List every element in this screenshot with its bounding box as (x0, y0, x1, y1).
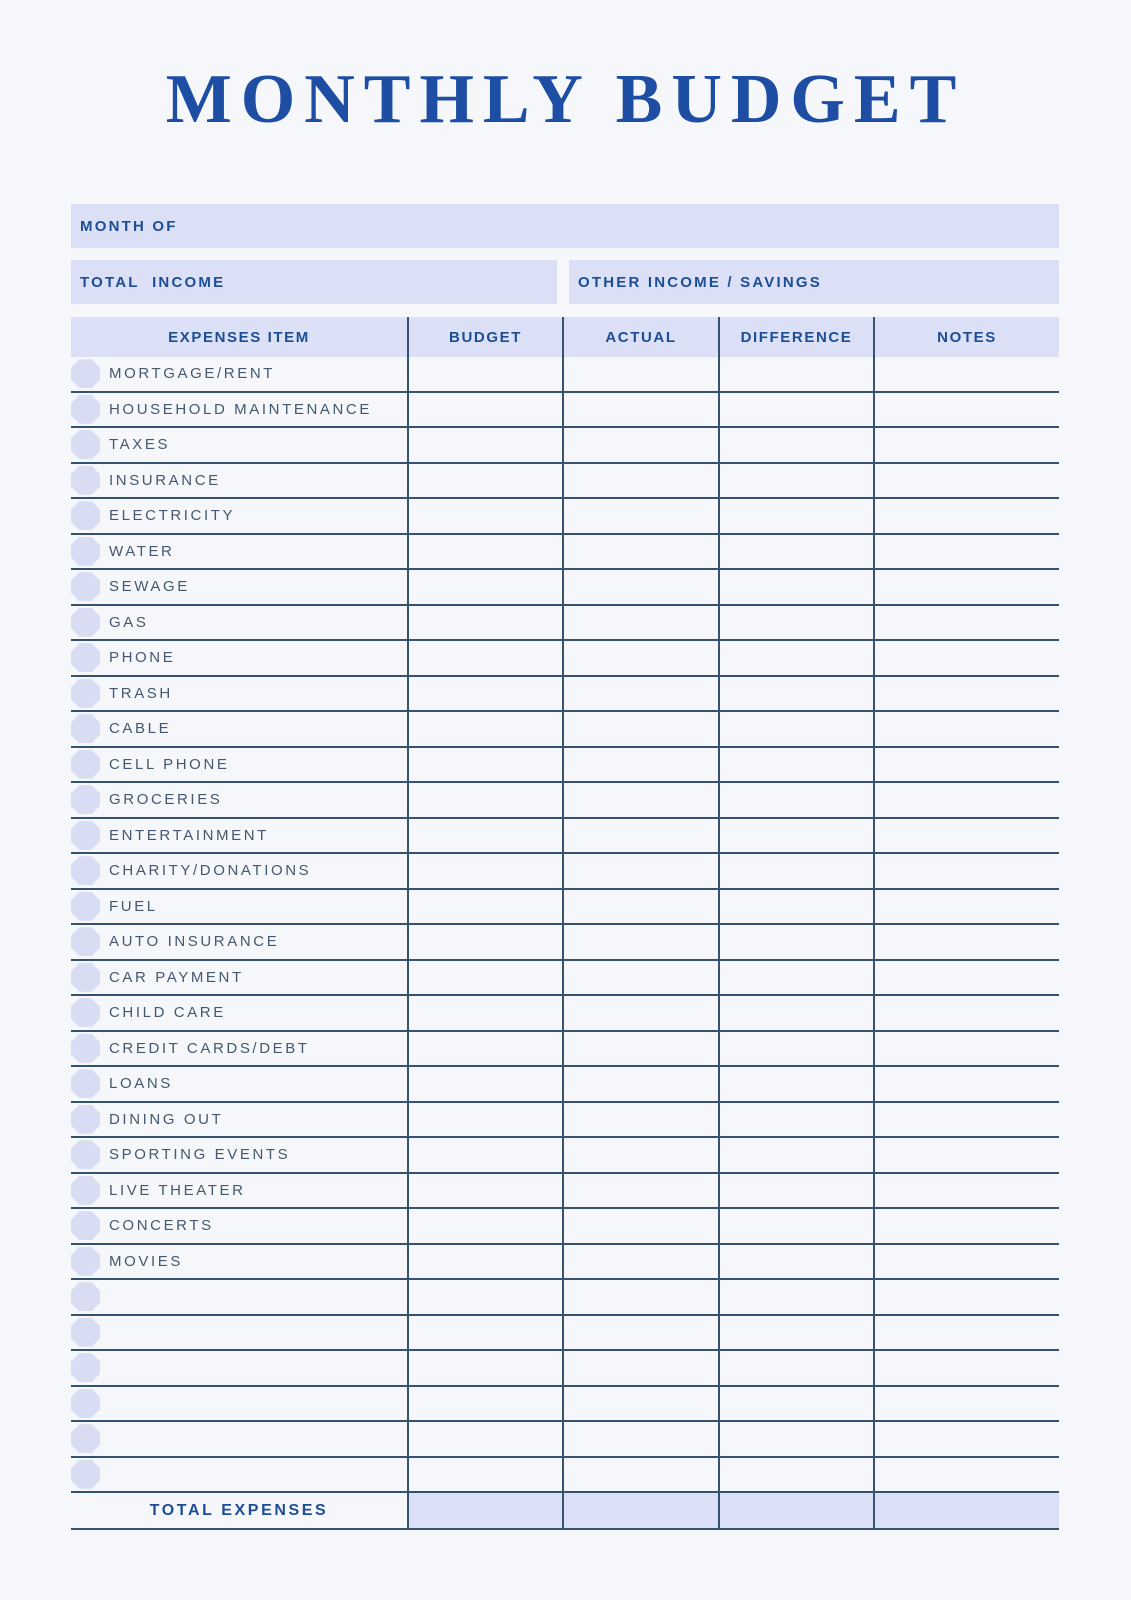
budget-cell[interactable] (409, 1138, 564, 1172)
bullet-octagon-icon (71, 572, 100, 601)
budget-cell[interactable] (409, 1351, 564, 1385)
expense-label: HOUSEHOLD MAINTENANCE (109, 400, 372, 418)
expense-row (71, 1422, 1059, 1458)
expense-row (71, 428, 1059, 464)
header-cell-budget: BUDGET (409, 317, 564, 357)
budget-cell[interactable] (409, 890, 564, 924)
total-income-bar (71, 260, 557, 304)
total-actual-cell[interactable] (564, 1493, 720, 1528)
other-income-savings-value-area[interactable] (822, 260, 1059, 304)
expense-label: INSURANCE (109, 471, 221, 489)
expense-item-cell (71, 712, 409, 746)
difference-cell[interactable] (720, 1387, 875, 1421)
expense-item-cell (71, 1458, 409, 1492)
budget-cell[interactable] (409, 1387, 564, 1421)
actual-cell[interactable] (564, 925, 720, 959)
notes-cell[interactable] (875, 570, 1059, 604)
difference-cell[interactable] (720, 1422, 875, 1456)
actual-cell[interactable] (564, 1245, 720, 1279)
difference-cell[interactable] (720, 996, 875, 1030)
bullet-octagon-icon (71, 679, 100, 708)
expense-item-cell (71, 819, 409, 853)
notes-cell[interactable] (875, 1138, 1059, 1172)
actual-cell[interactable] (564, 570, 720, 604)
expense-label: GAS (109, 613, 149, 631)
expense-item-cell (71, 570, 409, 604)
expense-item-cell (71, 677, 409, 711)
notes-cell[interactable] (875, 1067, 1059, 1101)
expense-label: TAXES (109, 436, 171, 454)
budget-cell[interactable] (409, 1422, 564, 1456)
notes-cell[interactable] (875, 1245, 1059, 1279)
budget-cell[interactable] (409, 1174, 564, 1208)
actual-cell[interactable] (564, 606, 720, 640)
expense-label: GROCERIES (109, 791, 223, 809)
bullet-octagon-icon (71, 537, 100, 566)
actual-cell[interactable] (564, 783, 720, 817)
expense-item-cell (71, 783, 409, 817)
budget-cell[interactable] (409, 961, 564, 995)
expense-row (71, 748, 1059, 784)
notes-cell[interactable] (875, 712, 1059, 746)
bullet-octagon-icon (71, 963, 100, 992)
actual-cell[interactable] (564, 1458, 720, 1492)
expense-item-cell (71, 1032, 409, 1066)
expense-label: ELECTRICITY (109, 507, 236, 525)
expense-item-cell (71, 1422, 409, 1456)
other-income-savings-bar (569, 260, 1059, 304)
expense-row (71, 1174, 1059, 1210)
expense-item-cell (71, 1138, 409, 1172)
notes-cell[interactable] (875, 1458, 1059, 1492)
notes-cell[interactable] (875, 1316, 1059, 1350)
bullet-octagon-icon (71, 856, 100, 885)
difference-cell[interactable] (720, 606, 875, 640)
actual-cell[interactable] (564, 1351, 720, 1385)
expense-item-cell (71, 428, 409, 462)
expense-rows (71, 357, 1059, 1493)
expense-row (71, 357, 1059, 393)
difference-cell[interactable] (720, 1209, 875, 1243)
total-income-label: TOTAL INCOME (80, 273, 226, 291)
bullet-octagon-icon (71, 430, 100, 459)
budget-cell[interactable] (409, 1316, 564, 1350)
budget-cell[interactable] (409, 1245, 564, 1279)
actual-cell[interactable] (564, 499, 720, 533)
bullet-octagon-icon (71, 1353, 100, 1382)
expense-item-cell (71, 1067, 409, 1101)
bullet-octagon-icon (71, 750, 100, 779)
expense-label: FUEL (109, 897, 158, 915)
difference-cell[interactable] (720, 464, 875, 498)
budget-cell[interactable] (409, 1032, 564, 1066)
expense-row (71, 641, 1059, 677)
expense-label: CELL PHONE (109, 755, 230, 773)
budget-cell[interactable] (409, 1067, 564, 1101)
actual-cell[interactable] (564, 677, 720, 711)
difference-cell[interactable] (720, 1280, 875, 1314)
expense-item-cell (71, 1174, 409, 1208)
expense-row (71, 1280, 1059, 1316)
budget-cell[interactable] (409, 854, 564, 888)
actual-cell[interactable] (564, 1316, 720, 1350)
difference-cell[interactable] (720, 1245, 875, 1279)
budget-cell[interactable] (409, 393, 564, 427)
expense-label: MOVIES (109, 1252, 183, 1270)
actual-cell[interactable] (564, 464, 720, 498)
expense-item-cell (71, 854, 409, 888)
notes-cell[interactable] (875, 925, 1059, 959)
other-income-savings-label: OTHER INCOME / SAVINGS (578, 273, 822, 291)
expense-label: MORTGAGE/RENT (109, 365, 276, 383)
difference-cell[interactable] (720, 748, 875, 782)
actual-cell[interactable] (564, 535, 720, 569)
difference-cell[interactable] (720, 890, 875, 924)
bullet-octagon-icon (71, 714, 100, 743)
expense-label: LIVE THEATER (109, 1181, 246, 1199)
total-difference-cell[interactable] (720, 1493, 875, 1528)
expense-row (71, 1103, 1059, 1139)
notes-cell[interactable] (875, 606, 1059, 640)
actual-cell[interactable] (564, 961, 720, 995)
actual-cell[interactable] (564, 996, 720, 1030)
month-of-label: MONTH OF (80, 217, 178, 235)
expense-row (71, 1387, 1059, 1423)
expense-label: SEWAGE (109, 578, 190, 596)
bullet-octagon-icon (71, 1176, 100, 1205)
bullet-octagon-icon (71, 998, 100, 1027)
expense-item-cell (71, 1103, 409, 1137)
expense-row (71, 535, 1059, 571)
budget-cell[interactable] (409, 1280, 564, 1314)
notes-cell[interactable] (875, 854, 1059, 888)
expense-label: SPORTING EVENTS (109, 1146, 291, 1164)
notes-cell[interactable] (875, 961, 1059, 995)
expense-label: CABLE (109, 720, 172, 738)
expense-item-cell (71, 606, 409, 640)
expense-item-cell (71, 641, 409, 675)
bullet-octagon-icon (71, 395, 100, 424)
difference-cell[interactable] (720, 783, 875, 817)
expense-row (71, 1458, 1059, 1494)
notes-cell[interactable] (875, 464, 1059, 498)
expense-row (71, 712, 1059, 748)
difference-cell[interactable] (720, 819, 875, 853)
expense-row (71, 961, 1059, 997)
difference-cell[interactable] (720, 1103, 875, 1137)
expense-row (71, 890, 1059, 926)
notes-cell[interactable] (875, 748, 1059, 782)
expense-row (71, 606, 1059, 642)
actual-cell[interactable] (564, 1209, 720, 1243)
actual-cell[interactable] (564, 1174, 720, 1208)
expense-row (71, 677, 1059, 713)
difference-cell[interactable] (720, 1351, 875, 1385)
expense-row (71, 499, 1059, 535)
expenses-table (71, 317, 1059, 1530)
notes-cell[interactable] (875, 428, 1059, 462)
expense-item-cell (71, 535, 409, 569)
difference-cell[interactable] (720, 428, 875, 462)
difference-cell[interactable] (720, 854, 875, 888)
notes-cell[interactable] (875, 1280, 1059, 1314)
budget-cell[interactable] (409, 1209, 564, 1243)
actual-cell[interactable] (564, 890, 720, 924)
total-expenses-label: TOTAL EXPENSES (71, 1493, 409, 1528)
bullet-octagon-icon (71, 1211, 100, 1240)
expense-label: WATER (109, 542, 175, 560)
difference-cell[interactable] (720, 535, 875, 569)
expense-label: CHARITY/DONATIONS (109, 862, 312, 880)
month-of-bar (71, 204, 1059, 248)
expense-row (71, 925, 1059, 961)
expense-item-cell (71, 1316, 409, 1350)
notes-cell[interactable] (875, 641, 1059, 675)
budget-cell[interactable] (409, 1103, 564, 1137)
expense-item-cell (71, 961, 409, 995)
bullet-octagon-icon (71, 466, 100, 495)
bullet-octagon-icon (71, 1282, 100, 1311)
expense-row (71, 1067, 1059, 1103)
notes-cell[interactable] (875, 357, 1059, 391)
notes-cell[interactable] (875, 890, 1059, 924)
actual-cell[interactable] (564, 393, 720, 427)
budget-cell[interactable] (409, 606, 564, 640)
actual-cell[interactable] (564, 1387, 720, 1421)
bullet-octagon-icon (71, 1389, 100, 1418)
notes-cell[interactable] (875, 996, 1059, 1030)
actual-cell[interactable] (564, 712, 720, 746)
expense-label: CONCERTS (109, 1217, 214, 1235)
expense-row (71, 1209, 1059, 1245)
actual-cell[interactable] (564, 1422, 720, 1456)
header-cell-notes: NOTES (937, 328, 997, 346)
bullet-octagon-icon (71, 821, 100, 850)
budget-cell[interactable] (409, 748, 564, 782)
budget-cell[interactable] (409, 712, 564, 746)
expense-item-cell (71, 925, 409, 959)
bullet-octagon-icon (71, 1424, 100, 1453)
difference-cell[interactable] (720, 357, 875, 391)
budget-cell[interactable] (409, 570, 564, 604)
expense-label: AUTO INSURANCE (109, 933, 280, 951)
bullet-octagon-icon (71, 501, 100, 530)
bullet-octagon-icon (71, 1318, 100, 1347)
expense-item-cell (71, 464, 409, 498)
expense-row (71, 1316, 1059, 1352)
difference-cell[interactable] (720, 677, 875, 711)
budget-cell[interactable] (409, 819, 564, 853)
notes-cell[interactable] (875, 677, 1059, 711)
header-cell-difference: DIFFERENCE (720, 317, 875, 357)
actual-cell[interactable] (564, 357, 720, 391)
difference-cell[interactable] (720, 1138, 875, 1172)
expense-label: LOANS (109, 1075, 173, 1093)
expense-item-cell (71, 1280, 409, 1314)
expense-item-cell (71, 499, 409, 533)
expense-item-cell (71, 890, 409, 924)
expense-label: TRASH (109, 684, 173, 702)
expense-row (71, 854, 1059, 890)
difference-cell[interactable] (720, 1174, 875, 1208)
expense-item-cell (71, 748, 409, 782)
bullet-octagon-icon (71, 892, 100, 921)
notes-cell[interactable] (875, 1209, 1059, 1243)
total-notes-cell[interactable] (875, 1493, 1059, 1528)
difference-cell[interactable] (720, 1316, 875, 1350)
expense-item-cell (71, 1245, 409, 1279)
bullet-octagon-icon (71, 1140, 100, 1169)
bullet-octagon-icon (71, 927, 100, 956)
expense-row (71, 570, 1059, 606)
difference-cell[interactable] (720, 925, 875, 959)
notes-cell[interactable] (875, 1351, 1059, 1385)
notes-cell[interactable] (875, 1387, 1059, 1421)
bullet-octagon-icon (71, 608, 100, 637)
expense-item-cell (71, 1351, 409, 1385)
bullet-octagon-icon (71, 1460, 100, 1489)
difference-cell[interactable] (720, 712, 875, 746)
expense-row (71, 1245, 1059, 1281)
actual-cell[interactable] (564, 748, 720, 782)
difference-cell[interactable] (720, 641, 875, 675)
notes-cell[interactable] (875, 535, 1059, 569)
budget-cell[interactable] (409, 925, 564, 959)
notes-cell[interactable] (875, 1103, 1059, 1137)
budget-cell[interactable] (409, 357, 564, 391)
difference-cell[interactable] (720, 570, 875, 604)
notes-cell[interactable] (875, 1422, 1059, 1456)
budget-cell[interactable] (409, 783, 564, 817)
expense-label: DINING OUT (109, 1110, 224, 1128)
actual-cell[interactable] (564, 1032, 720, 1066)
difference-cell[interactable] (720, 393, 875, 427)
actual-cell[interactable] (564, 1103, 720, 1137)
actual-cell[interactable] (564, 1280, 720, 1314)
notes-cell[interactable] (875, 499, 1059, 533)
page-title: MONTHLY BUDGET (165, 61, 966, 138)
month-of-value-area[interactable] (178, 204, 1059, 248)
bullet-octagon-icon (71, 643, 100, 672)
actual-cell[interactable] (564, 1138, 720, 1172)
header-cell-actual: ACTUAL (564, 317, 720, 357)
expense-row (71, 464, 1059, 500)
budget-cell[interactable] (409, 1458, 564, 1492)
expense-label: CAR PAYMENT (109, 968, 244, 986)
bullet-octagon-icon (71, 359, 100, 388)
expense-row (71, 1138, 1059, 1174)
difference-cell[interactable] (720, 1067, 875, 1101)
notes-cell[interactable] (875, 1174, 1059, 1208)
table-header-row (71, 317, 1059, 357)
actual-cell[interactable] (564, 854, 720, 888)
expense-item-cell (71, 357, 409, 391)
total-budget-cell[interactable] (409, 1493, 564, 1528)
actual-cell[interactable] (564, 1067, 720, 1101)
budget-cell[interactable] (409, 428, 564, 462)
bullet-octagon-icon (71, 1034, 100, 1063)
expense-row (71, 783, 1059, 819)
bullet-octagon-icon (71, 1069, 100, 1098)
expense-item-cell (71, 1209, 409, 1243)
budget-cell[interactable] (409, 464, 564, 498)
notes-cell[interactable] (875, 783, 1059, 817)
expense-label: CREDIT CARDS/DEBT (109, 1039, 310, 1057)
expense-row (71, 996, 1059, 1032)
expense-label: ENTERTAINMENT (109, 826, 269, 844)
notes-cell[interactable] (875, 819, 1059, 853)
total-income-value-area[interactable] (225, 260, 557, 304)
bullet-octagon-icon (71, 785, 100, 814)
difference-cell[interactable] (720, 499, 875, 533)
bullet-octagon-icon (71, 1247, 100, 1276)
expense-label: CHILD CARE (109, 1004, 226, 1022)
expense-item-cell (71, 393, 409, 427)
budget-cell[interactable] (409, 499, 564, 533)
budget-cell[interactable] (409, 996, 564, 1030)
total-expenses-row (71, 1493, 1059, 1530)
notes-cell[interactable] (875, 393, 1059, 427)
actual-cell[interactable] (564, 428, 720, 462)
actual-cell[interactable] (564, 819, 720, 853)
expense-item-cell (71, 996, 409, 1030)
budget-cell[interactable] (409, 641, 564, 675)
header-cell-expenses-item: EXPENSES ITEM (71, 317, 409, 357)
actual-cell[interactable] (564, 641, 720, 675)
notes-cell[interactable] (875, 1032, 1059, 1066)
difference-cell[interactable] (720, 961, 875, 995)
expense-row (71, 1032, 1059, 1068)
expense-row (71, 393, 1059, 429)
difference-cell[interactable] (720, 1032, 875, 1066)
bullet-octagon-icon (71, 1105, 100, 1134)
expense-label: PHONE (109, 649, 176, 667)
expense-row (71, 819, 1059, 855)
budget-cell[interactable] (409, 535, 564, 569)
budget-cell[interactable] (409, 677, 564, 711)
expense-item-cell (71, 1387, 409, 1421)
difference-cell[interactable] (720, 1458, 875, 1492)
expense-row (71, 1351, 1059, 1387)
